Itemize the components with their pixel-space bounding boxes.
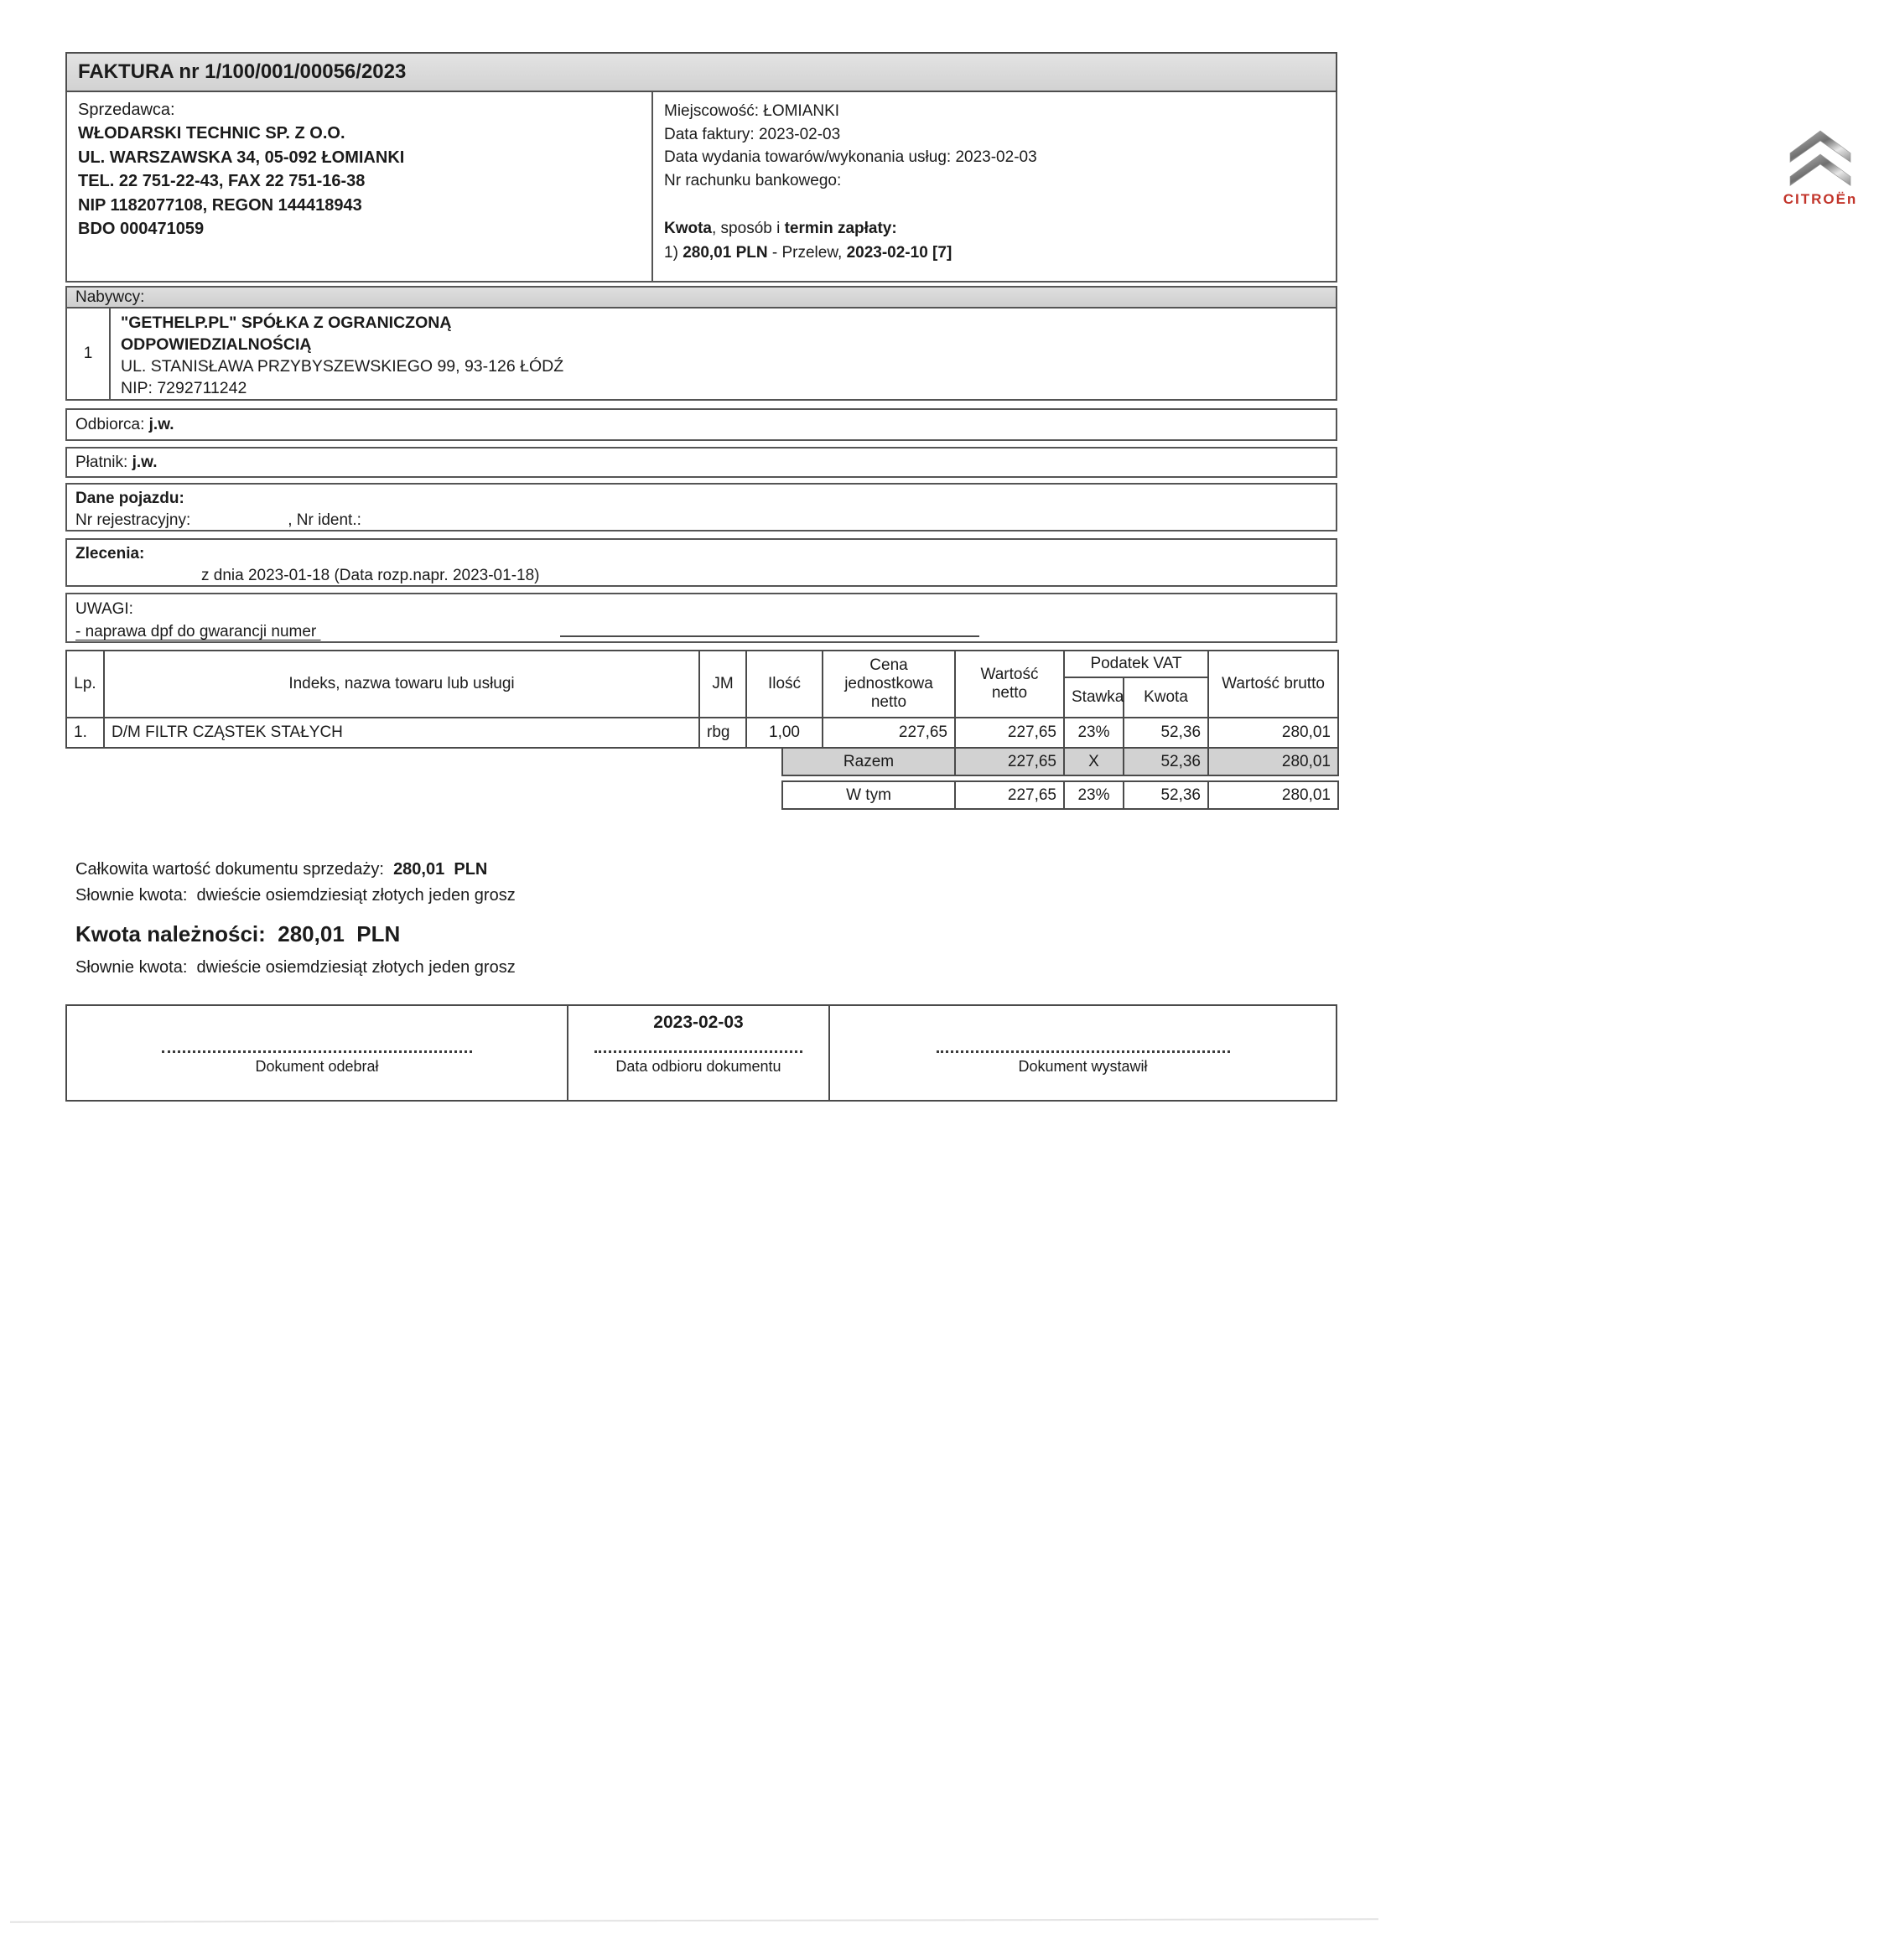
buyers-header-bar: Nabywcy: (65, 286, 1337, 309)
item-unit-net: 227,65 (823, 718, 955, 748)
totals-net: 227,65 (955, 748, 1064, 775)
item-qty: 1,00 (746, 718, 823, 748)
buyer-name-line2: ODPOWIEDZIALNOŚCIĄ (121, 335, 312, 354)
vehicle-reg-label: Nr rejestracyjny: (75, 511, 191, 529)
meta-city: Miejscowość: ŁOMIANKI (664, 102, 840, 120)
payment-terms-label-part: Kwota (664, 220, 712, 237)
vehicle-section (65, 483, 1337, 531)
items-table-section (65, 650, 1337, 810)
words-value: dwieście osiemdziesiąt złotych jeden grosz (196, 886, 516, 905)
items-table (65, 650, 1339, 749)
meta-bank-account: Nr rachunku bankowego: (664, 171, 842, 189)
vehicle-label: Dane pojazdu: (75, 490, 184, 507)
signature-date: 2023-02-03 (653, 1013, 744, 1032)
signature-dotted-line (937, 1050, 1230, 1053)
payment-terms-label-part: , sposób i (712, 220, 785, 237)
col-header-lp: Lp. (66, 651, 104, 718)
orders-label: Zlecenia: (75, 545, 145, 563)
words2-label: Słownie kwota: (75, 958, 197, 977)
notes-section (65, 593, 1337, 643)
breakdown-vat-rate: 23% (1064, 781, 1124, 809)
breakdown-label: W tym (782, 781, 955, 809)
due-label: Kwota należności: (75, 921, 278, 946)
breakdown-net: 227,65 (955, 781, 1064, 809)
breakdown-vat-amount: 52,36 (1124, 781, 1208, 809)
buyer-index: 1 (67, 308, 111, 399)
col-header-unit-net: Cena jednostkowa netto (823, 651, 955, 718)
seller-bdo: BDO 000471059 (78, 220, 205, 238)
totals-row (781, 747, 1339, 776)
signature-received-cell (67, 1006, 568, 1100)
payment-due-date: 2023-02-10 [7] (846, 244, 952, 262)
item-net: 227,65 (955, 718, 1064, 748)
notes-line: - naprawa dpf do gwarancji numer (75, 623, 321, 640)
breakdown-row (781, 780, 1339, 810)
total-document-value (75, 857, 1249, 883)
col-header-vat: Podatek VAT (1064, 651, 1208, 677)
seller-tax-ids: NIP 1182077108, REGON 144418943 (78, 195, 362, 215)
totals-vat-amount: 52,36 (1124, 748, 1208, 775)
payer-label: Płatnik: (75, 454, 132, 471)
invoice-meta-section (653, 92, 1858, 281)
scan-artifact-line (10, 1918, 1378, 1922)
words-label: Słownie kwota: (75, 886, 197, 905)
col-header-vat-rate: Stawka (1064, 677, 1124, 718)
item-vat-amount: 52,36 (1124, 718, 1208, 748)
signatures-section (65, 1004, 1337, 1102)
totals-gross: 280,01 (1208, 748, 1338, 775)
amount-due (75, 920, 1249, 948)
item-vat-rate: 23% (1064, 718, 1124, 748)
total-label: Całkowita wartość dokumentu sprzedaży: (75, 860, 394, 879)
totals-label: Razem (782, 748, 955, 775)
col-header-vat-amount: Kwota (1124, 677, 1208, 718)
recipient-section (65, 408, 1337, 441)
words2-value: dwieście osiemdziesiąt złotych jeden grosz (196, 958, 516, 977)
buyer-address: UL. STANISŁAWA PRZYBYSZEWSKIEGO 99, 93-126 ŁÓDŹ (121, 357, 564, 376)
payment-terms-value (664, 244, 952, 262)
payment-amount: 280,01 PLN (683, 244, 768, 262)
payment-method: - Przelew, (767, 244, 847, 262)
buyer-details (111, 308, 563, 399)
amount-in-words (75, 883, 1249, 909)
payment-terms-label-part: termin zapłaty: (784, 220, 897, 237)
col-header-name: Indeks, nazwa towaru lub usługi (104, 651, 699, 718)
seller-phone: TEL. 22 751-22-43, FAX 22 751-16-38 (78, 172, 366, 190)
signature-received-label: Dokument odebrał (255, 1058, 379, 1075)
meta-invoice-date: Data faktury: 2023-02-03 (664, 125, 841, 143)
buyer-section (65, 308, 1337, 401)
vehicle-registration-line (75, 510, 1336, 531)
payment-part: 1) (664, 244, 683, 262)
breakdown-gross: 280,01 (1208, 781, 1338, 809)
signature-date-label: Data odbioru dokumentu (615, 1058, 781, 1075)
buyer-nip: NIP: 7292711242 (121, 379, 247, 397)
col-header-gross: Wartość brutto (1208, 651, 1338, 718)
seller-address: UL. WARSZAWSKA 34, 05-092 ŁOMIANKI (78, 148, 405, 167)
signature-issued-label: Dokument wystawił (1018, 1058, 1148, 1075)
due-value: 280,01 PLN (278, 921, 401, 946)
signature-date-cell (568, 1006, 830, 1100)
item-gross: 280,01 (1208, 718, 1338, 748)
item-row (66, 718, 1338, 748)
citroen-brand-text: CITROËn (1783, 191, 1858, 207)
citroen-chevrons-icon (1787, 127, 1854, 188)
meta-delivery-date: Data wydania towarów/wykonania usług: 2023-02-03 (664, 148, 1037, 166)
totals-vat-rate: X (1064, 748, 1124, 775)
item-jm: rbg (699, 718, 746, 748)
signature-issued-cell (830, 1006, 1336, 1100)
seller-section (67, 92, 653, 281)
payment-terms-label (664, 220, 897, 238)
orders-section (65, 538, 1337, 587)
seller-meta-section (65, 92, 1858, 283)
recipient-label: Odbiorca: (75, 416, 149, 433)
orders-line: z dnia 2023-01-18 (Data rozp.napr. 2023-01-18) (201, 567, 540, 584)
amount-due-in-words (75, 955, 1249, 981)
signature-dotted-line (162, 1050, 472, 1053)
item-lp: 1. (66, 718, 104, 748)
vehicle-ident-label: , Nr ident.: (288, 511, 361, 529)
col-header-jm: JM (699, 651, 746, 718)
payer-section (65, 447, 1337, 478)
notes-fill-line (560, 635, 979, 637)
summary-section (75, 857, 1249, 981)
seller-name: WŁODARSKI TECHNIC SP. Z O.O. (78, 124, 345, 143)
total-value: 280,01 PLN (393, 860, 488, 879)
citroen-logo (1762, 127, 1879, 208)
invoice-title: FAKTURA nr 1/100/001/00056/2023 (65, 52, 1337, 92)
buyer-name-line1: "GETHELP.PL" SPÓŁKA Z OGRANICZONĄ (121, 314, 452, 332)
payer-value: j.w. (132, 454, 158, 471)
recipient-value: j.w. (148, 416, 174, 433)
item-name: D/M FILTR CZĄSTEK STAŁYCH (104, 718, 699, 748)
col-header-net: Wartość netto (955, 651, 1064, 718)
seller-label: Sprzedawca: (78, 101, 175, 119)
notes-label: UWAGI: (75, 600, 133, 618)
col-header-qty: Ilość (746, 651, 823, 718)
signature-dotted-line (594, 1050, 802, 1053)
